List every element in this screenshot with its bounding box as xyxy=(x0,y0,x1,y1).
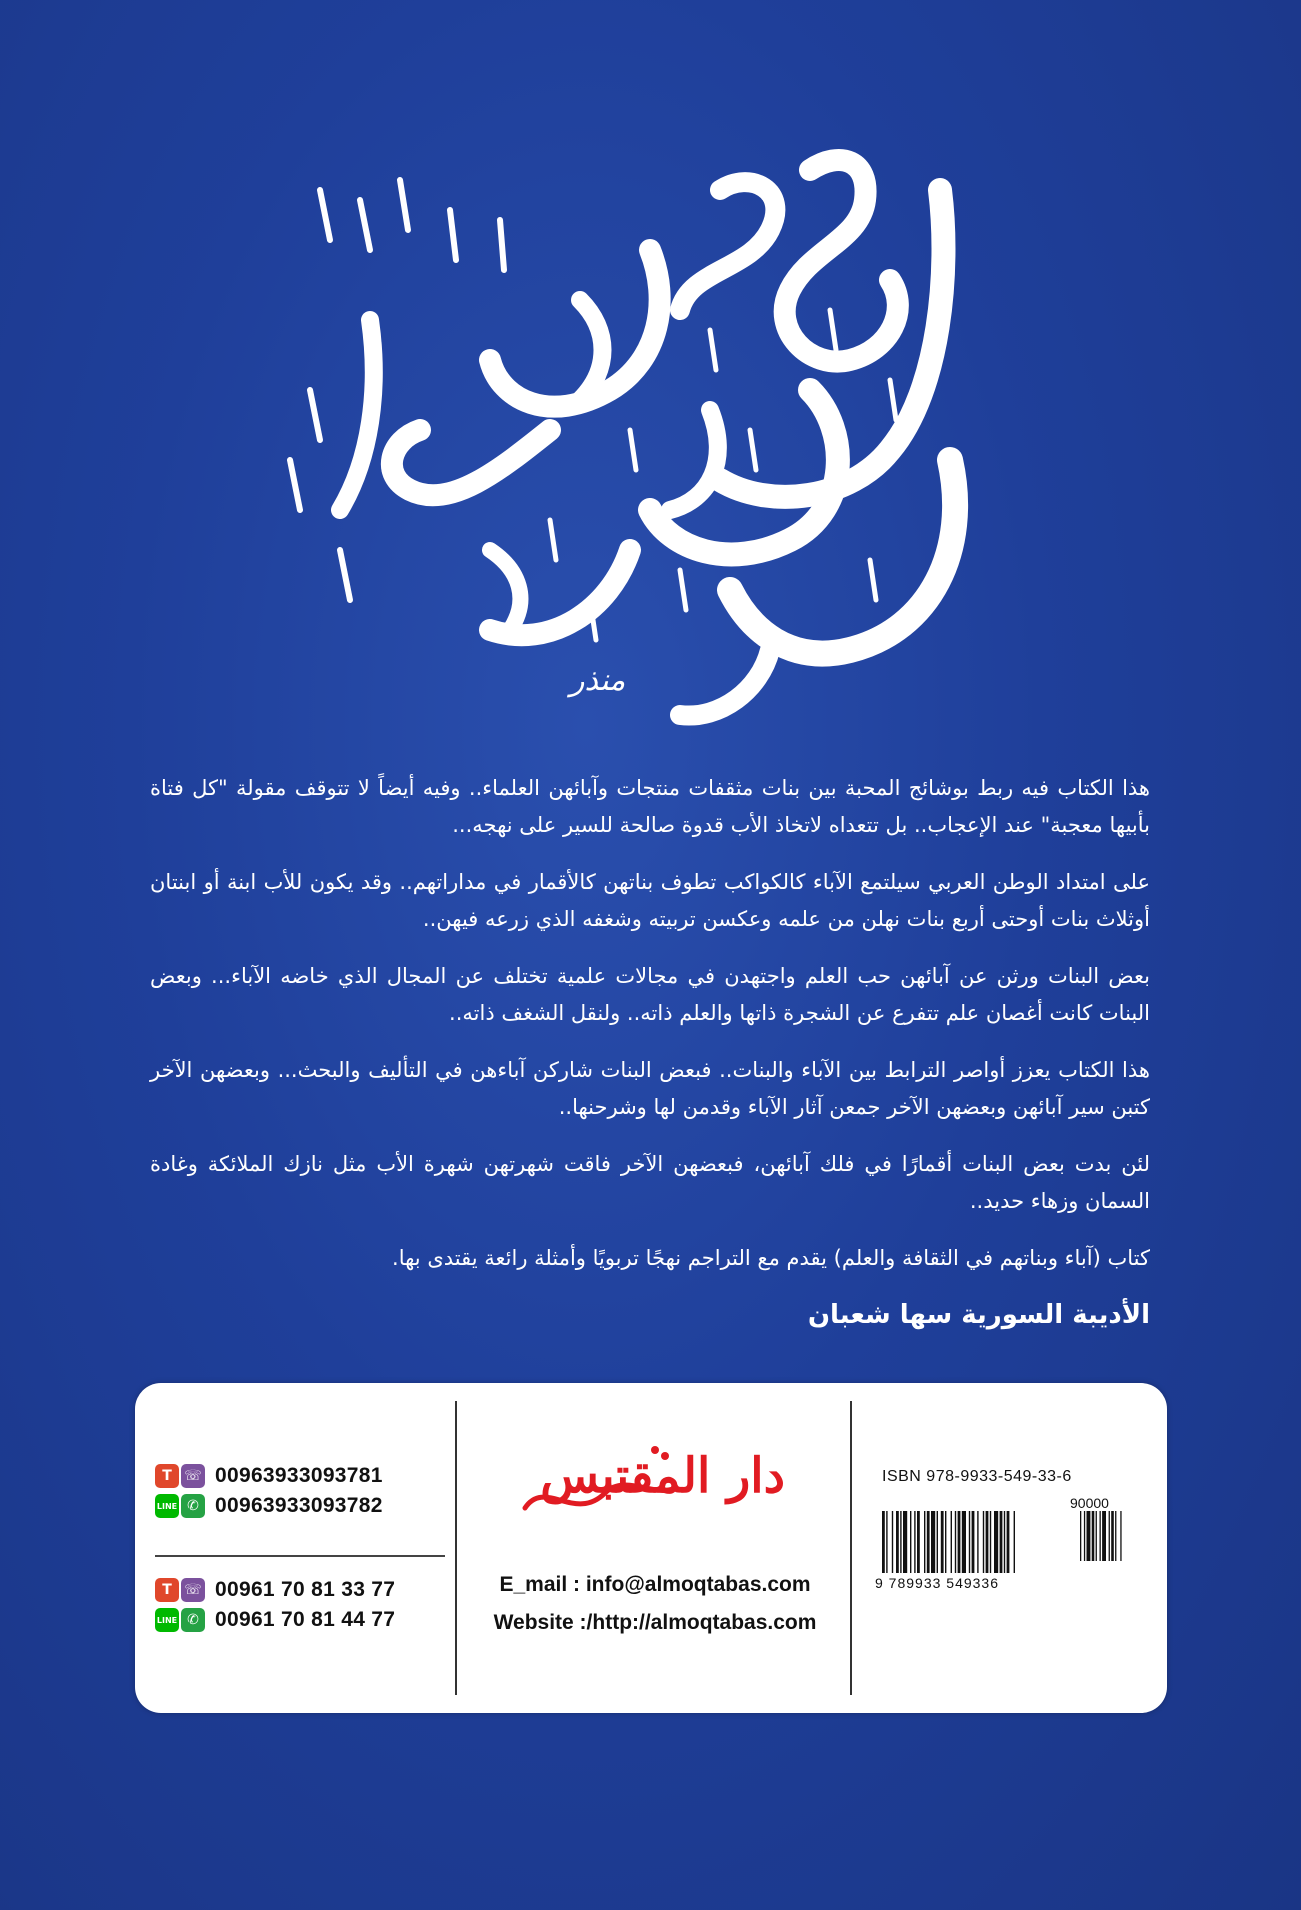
barcode-bar xyxy=(1115,1511,1116,1561)
contact-group-lebanon xyxy=(155,1575,445,1635)
calligraphy-signature: منذر xyxy=(570,663,626,698)
barcode-bar xyxy=(969,1511,970,1573)
barcode-bar xyxy=(917,1511,920,1573)
barcode-bar xyxy=(903,1511,907,1573)
barcode-bar xyxy=(941,1511,944,1573)
panel-divider xyxy=(850,1401,852,1695)
barcode-bar xyxy=(924,1511,925,1573)
barcode-bar xyxy=(1007,1511,1010,1573)
barcode-bar xyxy=(882,1511,885,1573)
barcode-bar xyxy=(900,1511,901,1573)
barcode-bar xyxy=(892,1511,893,1573)
barcode-bar xyxy=(986,1511,989,1573)
viber-icon: ☏ xyxy=(181,1578,205,1602)
panel-divider xyxy=(455,1401,457,1695)
barcode-bar xyxy=(990,1511,991,1573)
whatsapp-icon: ✆ xyxy=(181,1494,205,1518)
barcode-bar xyxy=(1111,1511,1114,1561)
barcode-bar xyxy=(955,1511,956,1573)
publisher-info-panel xyxy=(135,1383,1167,1713)
contact-group-syria xyxy=(155,1461,445,1521)
barcode-bar xyxy=(1000,1511,1003,1573)
barcode-bar xyxy=(896,1511,899,1573)
blurb-paragraph-6: كتاب (آباء وبناتهم في الثقافة والعلم) يقدم مع التراجم نهجًا تربويًا وأمثلة رائعة يقتدى بها. xyxy=(392,1246,1150,1270)
barcode-bar xyxy=(1096,1511,1097,1561)
whatsapp-icon: ✆ xyxy=(181,1608,205,1632)
contact-row xyxy=(155,1575,445,1605)
blurb-signature: الأديبة السورية سها شعبان xyxy=(807,1300,1150,1330)
barcode-bar xyxy=(937,1511,938,1573)
contact-row xyxy=(155,1461,445,1491)
phone-number[interactable]: 00963933093781 xyxy=(215,1464,383,1487)
phone-number[interactable]: 00961 70 81 33 77 xyxy=(215,1578,396,1601)
barcode-bar xyxy=(977,1511,978,1573)
barcode-bar xyxy=(1087,1511,1091,1561)
barcode-bar xyxy=(1120,1511,1121,1561)
cover-calligraphy xyxy=(250,130,1010,750)
barcode-bar xyxy=(994,1511,998,1573)
barcode-bar xyxy=(1109,1511,1110,1561)
isbn-barcode-block xyxy=(870,1383,1155,1713)
barcode-bar xyxy=(1100,1511,1101,1561)
blurb-paragraph-1: هذا الكتاب فيه ربط بوشائج المحبة بين بنات مثقفات منتجات وآبائهن العلماء.. وفيه أيضاً لا تتوقف مقولة "كل فتاة بأبيها معجبة" عند الإعجاب.. بل تتعداه لاتخاذ الأب قدوة صالحة للسير على نهجه... xyxy=(150,776,1150,837)
barcode-bar xyxy=(1004,1511,1005,1573)
contact-numbers xyxy=(155,1383,445,1713)
publisher-website[interactable]: Website :/http://almoqtabas.com xyxy=(493,1611,817,1634)
phone-number[interactable]: 00961 70 81 44 77 xyxy=(215,1608,396,1631)
publisher-block xyxy=(465,1383,845,1713)
barcode-bar xyxy=(951,1511,952,1573)
barcode-bar xyxy=(914,1511,915,1573)
isbn-number: ISBN 978-9933-549-33-6 xyxy=(882,1468,1072,1485)
viber-icon: ☏ xyxy=(181,1464,205,1488)
barcode-bar xyxy=(983,1511,984,1573)
barcode-bar xyxy=(958,1511,961,1573)
barcode-bar xyxy=(931,1511,935,1573)
price-code: 90000 xyxy=(1070,1495,1109,1511)
barcode-image xyxy=(880,1511,1150,1573)
barcode-bar xyxy=(1102,1511,1106,1561)
blurb-paragraph-4: هذا الكتاب يعزز أواصر الترابط بين الآباء والبنات.. فبعض البنات شاركن آباءهن في التأليف والبحث... وبعضهن الآخر كتبن سير آبائهن وبعضهن الآخر جمعن آثار الآباء وقدمن لها وشرحنها.. xyxy=(150,1058,1150,1119)
contact-divider xyxy=(155,1555,445,1557)
barcode-digits: 9 789933 549336 xyxy=(875,1575,999,1591)
barcode-bar xyxy=(1014,1511,1015,1573)
contact-row xyxy=(155,1491,445,1521)
contact-row xyxy=(155,1605,445,1635)
barcode-bar xyxy=(1084,1511,1085,1561)
telegram-icon: T xyxy=(155,1578,179,1602)
barcode-bar xyxy=(1080,1511,1081,1561)
calligraphy-title-art xyxy=(250,130,1010,750)
publisher-email[interactable]: E_mail : info@almoqtabas.com xyxy=(499,1573,811,1596)
barcode-bar xyxy=(927,1511,930,1573)
barcode-bar xyxy=(962,1511,966,1573)
publisher-logo-text: دار المقتبس xyxy=(540,1448,785,1504)
blurb-paragraph-5: لئن بدت بعض البنات أقمارًا في فلك آبائهن، فبعضهن الآخر فاقت شهرتهن شهرة الأب مثل نازك الملائكة وغادة السمان وزهاء حديد.. xyxy=(150,1152,1150,1213)
back-cover-blurb xyxy=(150,770,1150,1354)
barcode-bar xyxy=(1092,1511,1095,1561)
line-icon: LINE xyxy=(155,1608,179,1632)
line-icon: LINE xyxy=(155,1494,179,1518)
barcode-bar xyxy=(910,1511,911,1573)
blurb-paragraph-3: بعض البنات ورثن عن آبائهن حب العلم واجتهدن في مجالات علمية تختلف عن المجال الذي خاضه الآباء... وبعض البنات كانت أغصان علم تتفرع عن الشجرة ذاتها والعلم ذاته.. ولنقل الشغف ذاته.. xyxy=(150,964,1150,1025)
publisher-logo xyxy=(505,1438,805,1528)
barcode-bar xyxy=(972,1511,975,1573)
blurb-paragraph-2: على امتداد الوطن العربي سيلتمع الآباء كالكواكب تطوف بناتهن كالأقمار في مداراتهم.. وقد يكون للأب ابنة أو ابنتان أوثلاث بنات أوحتى أربع بنات نهلن من علمه وعكسن تربيته وشغفه الذي زرعه فيهن.. xyxy=(150,870,1150,931)
telegram-icon: T xyxy=(155,1464,179,1488)
barcode-bar xyxy=(886,1511,887,1573)
barcode-bar xyxy=(945,1511,946,1573)
phone-number[interactable]: 00963933093782 xyxy=(215,1494,383,1517)
